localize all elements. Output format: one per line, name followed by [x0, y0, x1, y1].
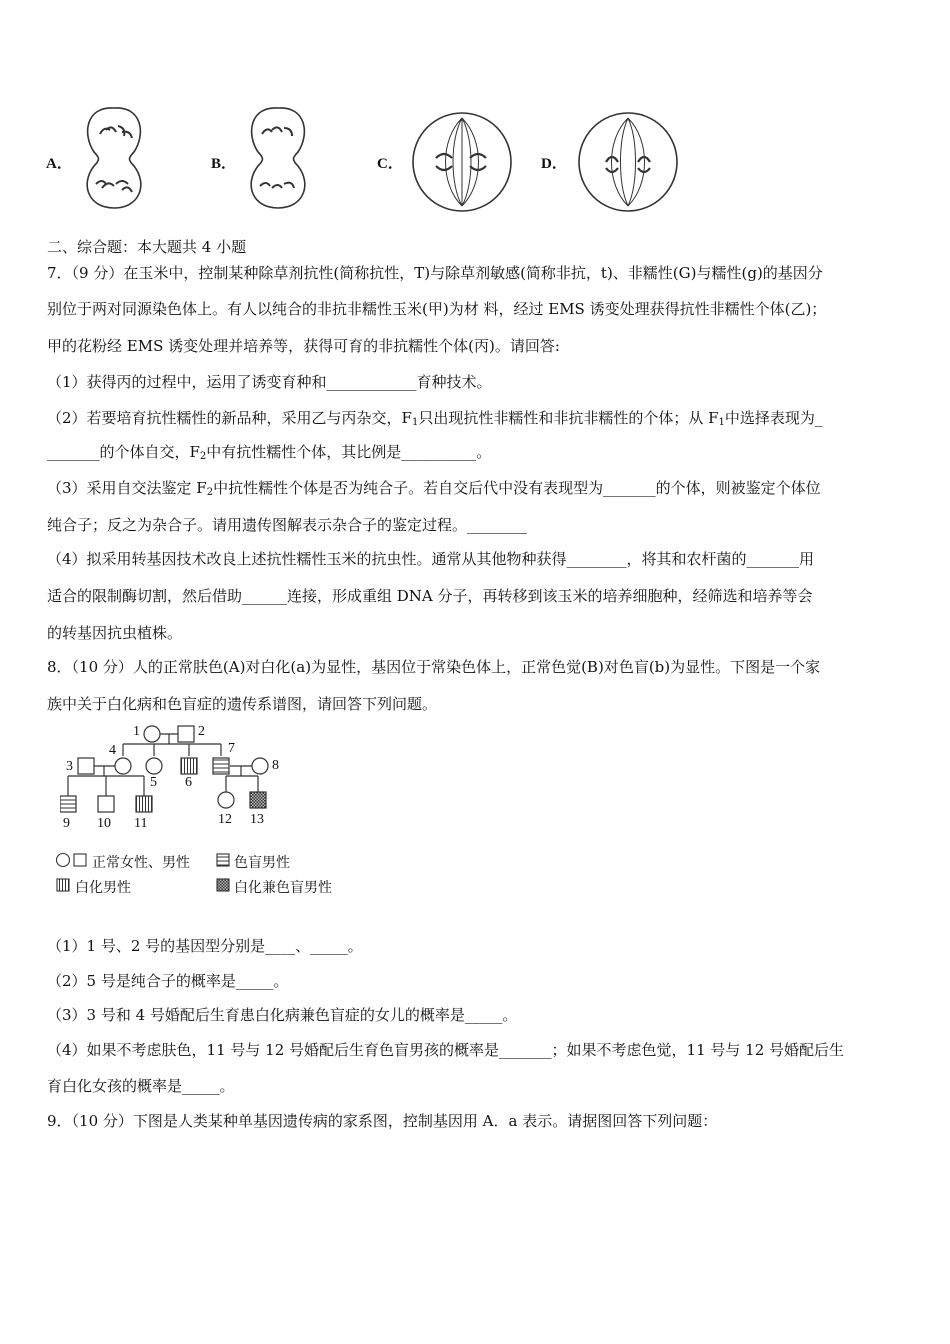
- pedigree-label-9: 9: [63, 816, 70, 831]
- q8-stem-line1: 8．（10 分）人的正常肤色(A)对白化(a)为显性，基因位于常染色体上，正常色觉(B)对色盲(b)为显性。下图是一个家: [47, 658, 821, 676]
- pedigree-8-female: [252, 758, 268, 774]
- q7-stem-line1: 7．（9 分）在玉米中，控制某种除草剂抗性(简称抗性，T)与除草剂敏感(简称非抗，t)、非糯性(G)与糯性(g)的基因分: [47, 264, 823, 282]
- q7-part2-line1: （2）若要培育抗性糯性的新品种，采用乙与丙杂交，$F_1$只出现抗性非糯性和非抗非糯性的个体；从 $F_1$中选择表现为_: [47, 409, 823, 428]
- q7-stem-line2: 别位于两对同源染色体上。有人以纯合的非抗非糯性玉米(甲)为材 料，经过 EMS 诱变处理获得抗性非糯性个体(乙)；: [47, 300, 827, 318]
- q9-stem: 9．（10 分）下图是人类某种单基因遗传病的家系图，控制基因用 A．a 表示。请据图回答下列问题：: [47, 1112, 718, 1130]
- q7-part4-line1: （4）拟采用转基因技术改良上述抗性糯性玉米的抗虫性。通常从其他物种获得________，将其和农杆菌的_______用: [47, 550, 815, 568]
- pedigree-label-8: 8: [272, 758, 279, 773]
- pedigree-13-albino-colorblind-male: [250, 792, 266, 808]
- legend-albino: 白化男性: [75, 880, 131, 896]
- option-d-cell-figure: [576, 110, 680, 214]
- q8-part2: （2）5 号是纯合子的概率是_____。: [47, 972, 289, 990]
- q7-part1: （1）获得丙的过程中，运用了诱变育种和____________育种技术。: [47, 373, 492, 391]
- q8-part1: （1）1 号、2 号的基因型分别是____、_____。: [47, 937, 363, 955]
- pedigree-10-male: [98, 796, 114, 812]
- q7-part4-line3: 的转基因抗虫植株。: [47, 624, 183, 642]
- option-a-label: A．: [46, 156, 72, 172]
- q7-part3-line1: （3）采用自交法鉴定 $F_2$中抗性糯性个体是否为纯合子。若自交后代中没有表现型为_______的个体，则被鉴定个体位: [47, 479, 821, 498]
- q8-part4-line1: （4）如果不考虑肤色，11 号与 12 号婚配后生育色盲男孩的概率是_______；如果不考虑色觉，11 号与 12 号婚配后生: [47, 1041, 845, 1059]
- option-b-label: B．: [211, 156, 237, 172]
- legend-normal: 正常女性、男性: [92, 855, 190, 871]
- legend-albino-colorblind: 白化兼色盲男性: [234, 880, 332, 896]
- q7-part4-line2: 适合的限制酶切割，然后借助______连接，形成重组 DNA 分子，再转移到该玉米的培养细胞种，经筛选和培养等会: [47, 587, 813, 605]
- pedigree-11-albino-male: [136, 796, 152, 812]
- pedigree-label-2: 2: [198, 724, 205, 739]
- pedigree-12-female: [218, 792, 234, 808]
- pedigree-label-6: 6: [185, 775, 192, 790]
- pedigree-5-female: [146, 758, 162, 774]
- pedigree-label-5: 5: [150, 775, 157, 790]
- section-title: 二、综合题：本大题共 4 小题: [47, 238, 247, 256]
- option-d-label: D．: [541, 156, 567, 172]
- q8-stem-line2: 族中关于白化病和色盲症的遗传系谱图，请回答下列问题。: [47, 695, 438, 713]
- pedigree-2-male: [178, 726, 194, 742]
- q7-part2-line2: _______的个体自交，$F_2$中有抗性糯性个体，其比例是__________。: [47, 443, 492, 462]
- pedigree-label-7: 7: [228, 741, 235, 756]
- pedigree-9-colorblind-male: [60, 796, 76, 812]
- pedigree-label-13: 13: [250, 812, 264, 827]
- option-c-label: C．: [377, 156, 403, 172]
- q8-part3: （3）3 号和 4 号婚配后生育患白化病兼色盲症的女儿的概率是_____。: [47, 1006, 518, 1024]
- legend-colorblind: 色盲男性: [234, 855, 290, 871]
- option-c-cell-figure: [410, 110, 514, 214]
- q7-stem-line3: 甲的花粉经 EMS 诱变处理并培养等，获得可育的非抗糯性个体(丙)。请回答:: [47, 337, 560, 355]
- q8-part4-line2: 育白化女孩的概率是_____。: [47, 1077, 235, 1095]
- pedigree-label-12: 12: [218, 812, 232, 827]
- pedigree-label-3: 3: [66, 759, 73, 774]
- option-b-cell-figure: [240, 104, 316, 212]
- q7-part3-line2: 纯合子；反之为杂合子。请用遗传图解表示杂合子的鉴定过程。________: [47, 516, 528, 534]
- pedigree-3-male: [78, 758, 94, 774]
- option-a-cell-figure: [76, 104, 152, 212]
- pedigree-label-1: 1: [133, 724, 140, 739]
- pedigree-6-albino-male: [181, 758, 197, 774]
- pedigree-chart: [60, 722, 300, 834]
- pedigree-label-10: 10: [97, 816, 111, 831]
- pedigree-4-female: [115, 758, 131, 774]
- pedigree-1-female: [144, 726, 160, 742]
- pedigree-7-colorblind-male: [213, 758, 229, 774]
- pedigree-label-4: 4: [109, 743, 116, 758]
- pedigree-label-11: 11: [134, 816, 148, 831]
